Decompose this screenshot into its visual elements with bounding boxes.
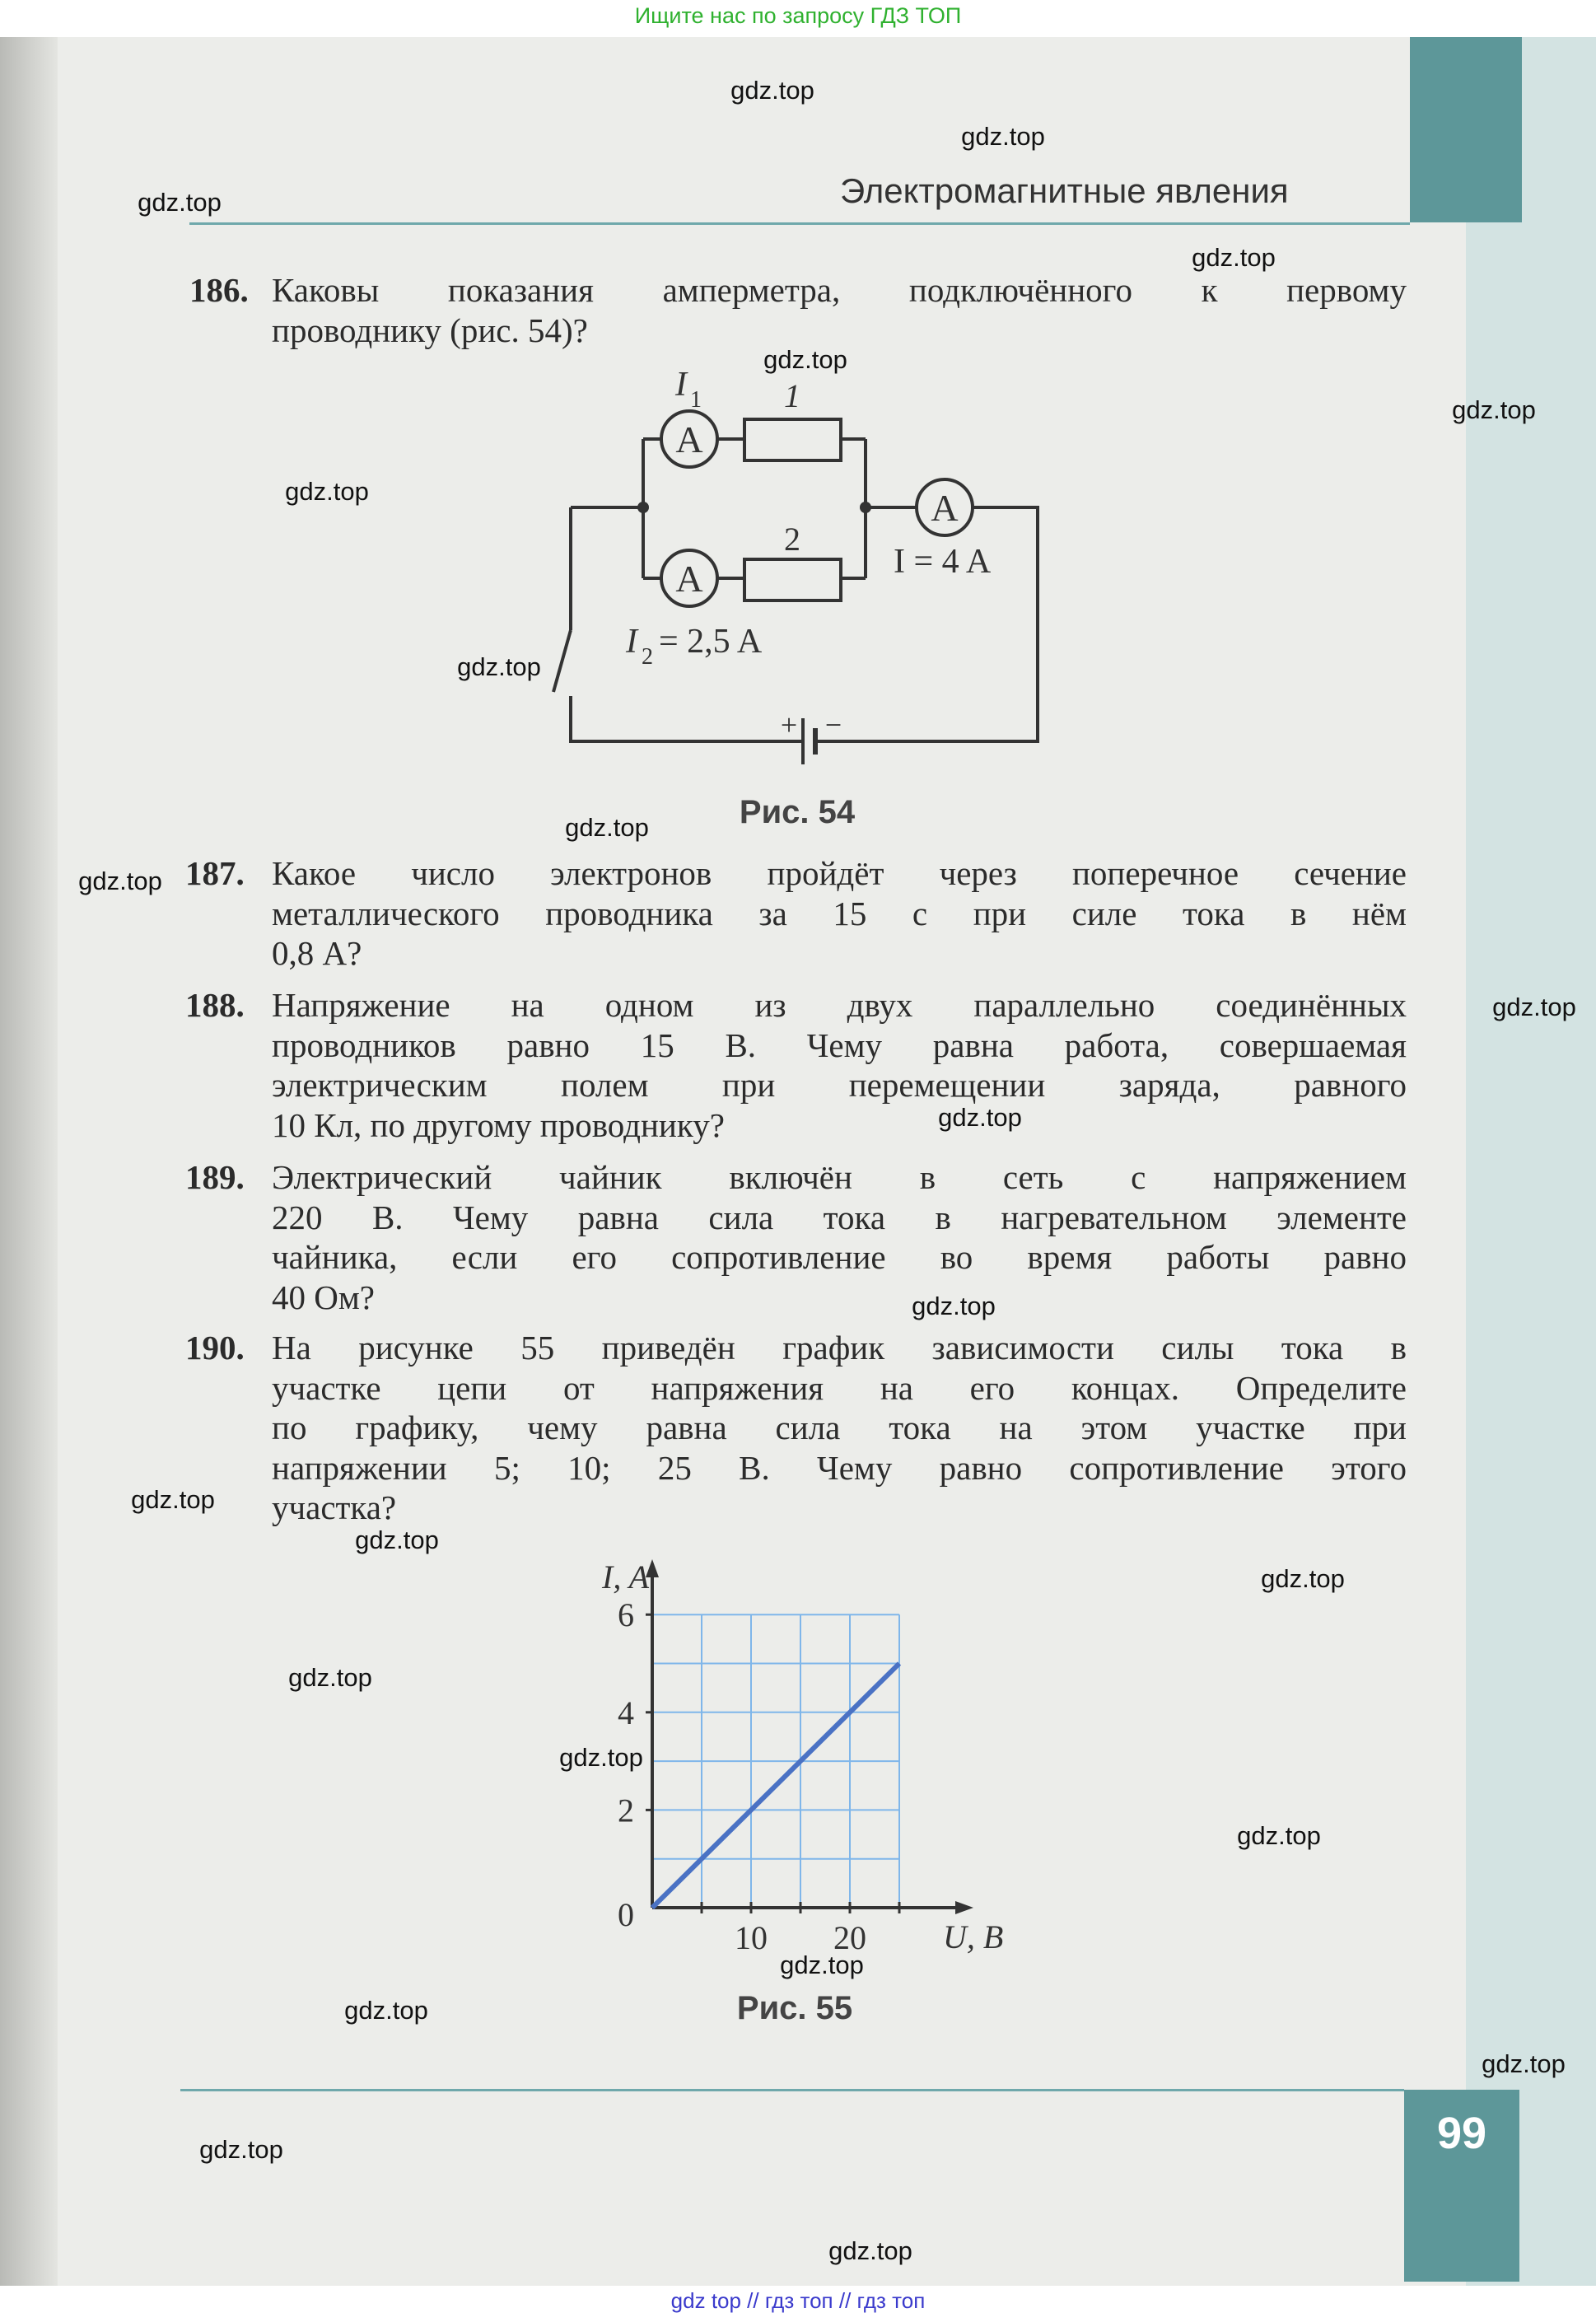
problem-text-line: по графику, чему равна сила тока на этом участке при	[272, 1409, 1407, 1446]
x-tick-label: 20	[833, 1919, 866, 1956]
resistor-2-label: 2	[784, 521, 800, 558]
search-banner[interactable]: Ищите нас по запросу ГДЗ ТОП	[634, 3, 962, 28]
chapter-title: Электромагнитные явления	[840, 171, 1289, 210]
ammeter-total-symbol: A	[931, 487, 959, 529]
watermark-label[interactable]: gdz.top	[780, 1951, 864, 1979]
watermark-label[interactable]: gdz.top	[199, 2135, 283, 2164]
problem-text-line: 10 Кл, по другому проводнику?	[272, 1105, 725, 1144]
watermark-label[interactable]: gdz.top	[344, 1996, 428, 2025]
watermark-label[interactable]: gdz.top	[1261, 1564, 1345, 1593]
x-axis-label: U, B	[943, 1918, 1004, 1955]
problem-text-line: На рисунке 55 приведён график зависимости силы тока в	[272, 1329, 1407, 1367]
watermark-label[interactable]: gdz.top	[78, 867, 162, 895]
watermark-label[interactable]: gdz.top	[138, 188, 222, 217]
current-i2-subscript: 2	[642, 644, 653, 670]
problem-number: 190.	[185, 1329, 245, 1367]
watermark-label[interactable]: gdz.top	[938, 1103, 1022, 1132]
watermark-label[interactable]: gdz.top	[1237, 1821, 1321, 1850]
watermark-label[interactable]: gdz.top	[131, 1485, 215, 1514]
y-tick-label: 0	[618, 1896, 634, 1933]
footer-divider	[180, 2089, 1404, 2091]
problem-text-line: Какое число электронов пройдёт через поперечное сечение	[272, 854, 1407, 892]
problem-text-line: электрическим полем при перемещении заряда, равного	[272, 1066, 1407, 1104]
ammeter-2-symbol: A	[675, 558, 703, 600]
watermark-label[interactable]: gdz.top	[355, 1525, 439, 1554]
watermark-label[interactable]: gdz.top	[288, 1663, 372, 1692]
problem-text-line: проводнику (рис. 54)?	[272, 311, 588, 349]
battery-plus: +	[780, 708, 798, 741]
problem-text-line: 220 В. Чему равна сила тока в нагревательном элементе	[272, 1198, 1407, 1236]
problem-text-line: металлического проводника за 15 с при силе тока в нём	[272, 894, 1407, 932]
resistor-2	[744, 559, 841, 600]
current-i1-label: I	[675, 366, 687, 404]
y-tick-label: 4	[618, 1694, 634, 1731]
watermark-label[interactable]: gdz.top	[1492, 993, 1576, 1021]
watermark-label[interactable]: gdz.top	[1482, 2049, 1566, 2078]
current-i2-label: I	[626, 623, 637, 661]
resistor-1-label: 1	[784, 377, 800, 414]
watermark-label[interactable]: gdz.top	[763, 345, 847, 374]
problem-text-line: 40 Ом?	[272, 1278, 376, 1316]
battery-minus: −	[824, 708, 842, 741]
current-i2-value: = 2,5 A	[659, 623, 763, 661]
problem-text-line: участке цепи от напряжения на его концах. Определите	[272, 1368, 1407, 1407]
y-tick-label: 6	[618, 1596, 634, 1634]
y-tick-label: 2	[618, 1792, 634, 1829]
problem-number: 188.	[185, 986, 245, 1024]
ammeter-1-symbol: A	[675, 418, 703, 460]
junction-dot	[860, 502, 871, 513]
y-axis-label: I, A	[602, 1558, 650, 1595]
problem-text-line: проводников равно 15 В. Чему равна работа, совершаемая	[272, 1026, 1407, 1064]
x-axis-arrow	[955, 1901, 973, 1914]
current-i1-subscript: 1	[690, 387, 702, 413]
footer-links[interactable]: gdz top // гдз топ // гдз топ	[670, 2288, 926, 2313]
page-number: 99	[1436, 2109, 1487, 2158]
watermark-label[interactable]: gdz.top	[457, 652, 541, 681]
watermark-label[interactable]: gdz.top	[912, 1292, 996, 1320]
problem-number: 189.	[185, 1158, 245, 1196]
watermark-label[interactable]: gdz.top	[1192, 243, 1276, 272]
problem-number: 186.	[189, 271, 249, 309]
series-line	[652, 1664, 899, 1909]
resistor-1	[744, 419, 841, 460]
watermark-label[interactable]: gdz.top	[565, 813, 649, 842]
problem-text-line: участка?	[272, 1488, 397, 1526]
junction-dot	[637, 502, 649, 513]
watermark-label[interactable]: gdz.top	[1452, 395, 1536, 424]
problem-text-line: чайника, если его сопротивление во время работы равно	[272, 1238, 1407, 1276]
switch	[553, 630, 571, 692]
watermark-label[interactable]: gdz.top	[828, 2236, 912, 2265]
watermark-label[interactable]: gdz.top	[961, 122, 1045, 151]
watermark-label[interactable]: gdz.top	[730, 76, 814, 105]
watermark-label[interactable]: gdz.top	[559, 1743, 643, 1772]
total-current-label: I = 4 A	[894, 543, 992, 581]
problem-text-line: Каковы показания амперметра, подключённого к первому	[272, 271, 1407, 309]
figure-55-caption: Рис. 55	[736, 1990, 853, 2026]
problem-text-line: Напряжение на одном из двух параллельно соединённых	[272, 986, 1407, 1024]
page-number-tab	[1404, 2090, 1519, 2282]
problem-text-line: напряжении 5; 10; 25 В. Чему равно сопротивление этого	[272, 1448, 1407, 1487]
watermark-label[interactable]: gdz.top	[285, 477, 369, 506]
current-voltage-chart	[618, 1559, 973, 1956]
problem-text-line: Электрический чайник включён в сеть с напряжением	[272, 1158, 1407, 1196]
figure-54-caption: Рис. 54	[739, 794, 856, 830]
problem-text-line: 0,8 А?	[272, 934, 362, 972]
x-tick-label: 10	[735, 1919, 768, 1956]
problem-number: 187.	[185, 854, 245, 892]
